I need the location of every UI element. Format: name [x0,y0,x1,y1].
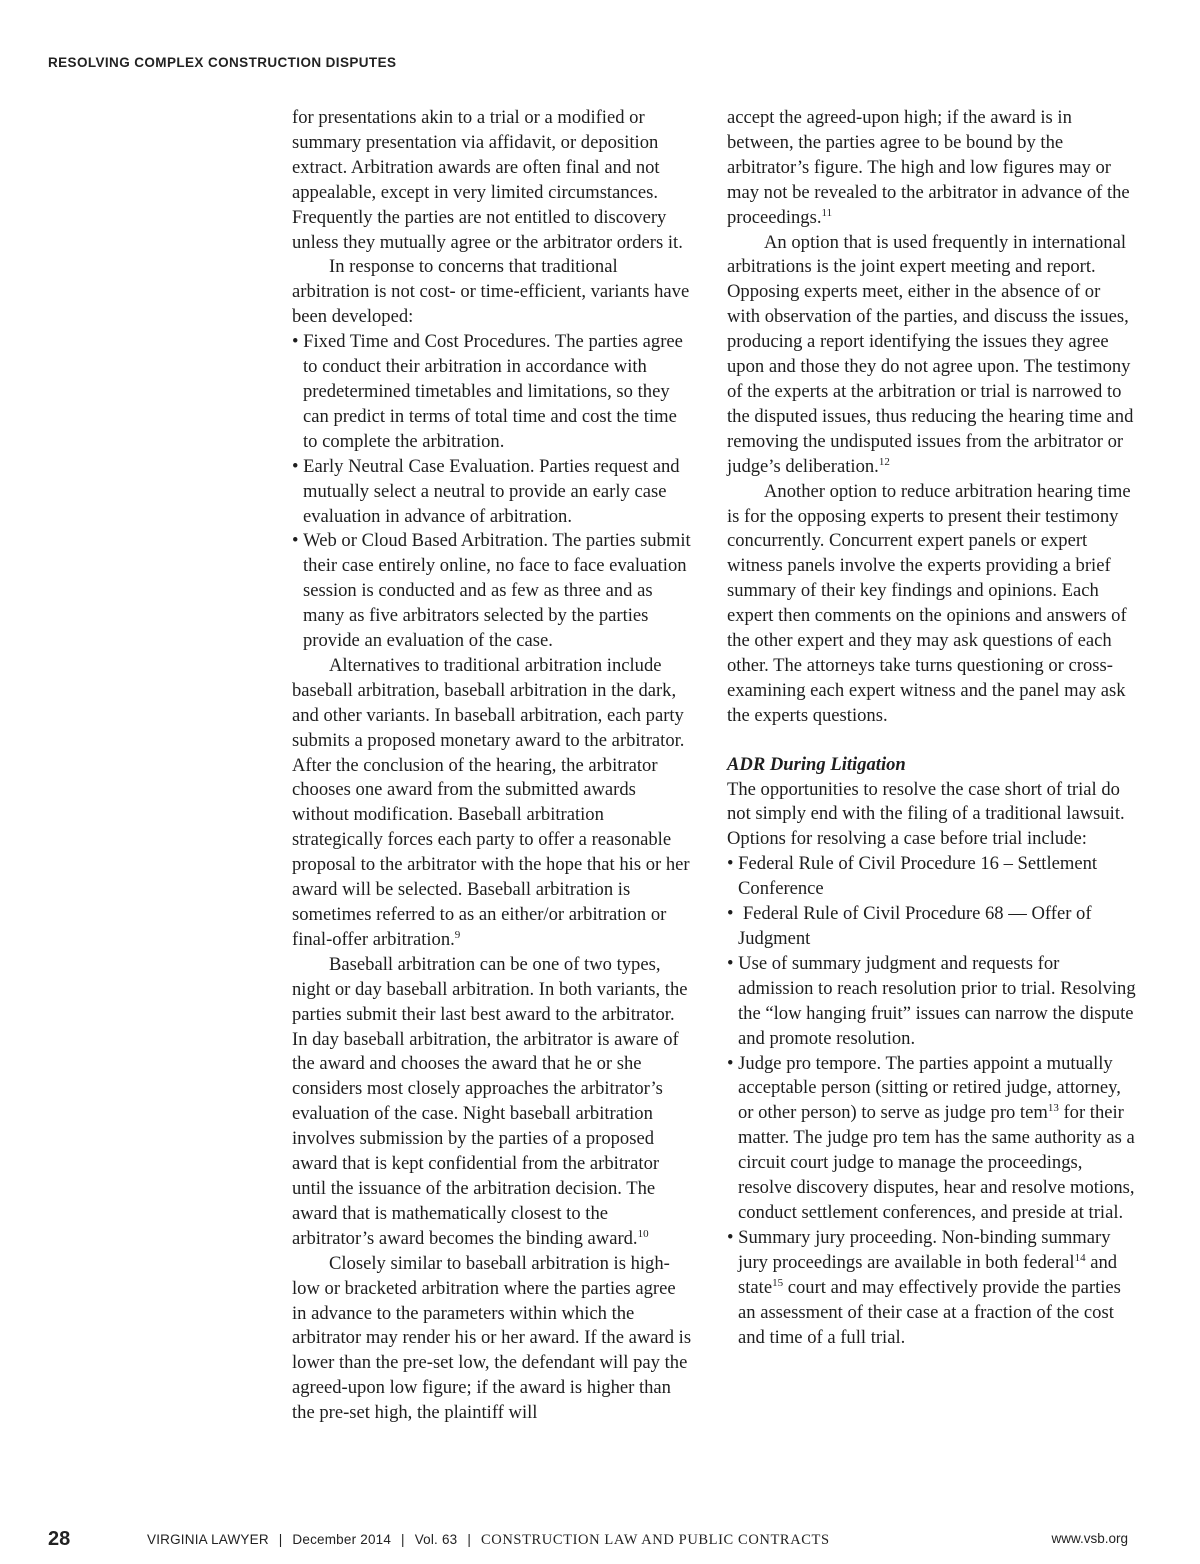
list-item: • Federal Rule of Civil Procedure 16 – Settlement Conference [727,852,1137,902]
body-paragraph: Alternatives to traditional arbitration include baseball arbitration, baseball arbitration in the dark, and other variants. In baseball arbitration, each party submits a proposed monetary award to the arbitrator. After the conclusion of the hearing, the arbitrator chooses one award from the submitted awards without modification. Baseball arbitration strategically forces each party to offer a reasonable proposal to the arbitrator with the hope that his or her award will be selected. Baseball arbitration is sometimes referred to as an either/or arbitration or final-offer arbitration.$^9$ [292,654,690,950]
footnote-ref: 12 [878,455,890,468]
list-item: • Judge pro tempore. The parties appoint a mutually acceptable person (sitting or retired judge, attorney, or other person) to serve as judge pro tem$^{13}$ for their matter. The judge pro tem has the same authority as a circuit court judge to manage the proceedings, resolve discovery disputes, hear and resolve motions, conduct settlement conferences, and preside at trial. [727,1052,1137,1226]
publication-masthead [147,1532,830,1549]
separator: | [401,1532,405,1547]
left-column [292,106,692,1426]
footnote-ref: 13 [1047,1102,1059,1115]
body-paragraph: The opportunities to resolve the case short of trial do not simply end with the filing of a traditional lawsuit. Options for resolving a case before trial include: [727,778,1125,850]
volume: Vol. 63 [414,1532,458,1547]
section-name: CONSTRUCTION LAW AND PUBLIC CONTRACTS [481,1532,830,1548]
body-paragraph: Baseball arbitration can be one of two types, night or day baseball arbitration. In both variants, the parties submit their last best award to the arbitrator. In day baseball arbitration, the arbitrator is aware of the award and chooses the award that he or she considers most closely approaches the arbitrator’s evaluation of the case. Night baseball arbitration involves submission by the parties of a proposed award that is kept confidential from the arbitrator until the issuance of the arbitration decision. The award that is mathematically closest to the arbitrator’s award becomes the binding award.$^{10}$ [292,953,688,1249]
publication-name: VIRGINIA LAWYER [147,1532,269,1547]
body-paragraph: accept the agreed-upon high; if the award is in between, the parties agree to be bound by the arbitrator’s figure. The high and low figures may or may not be revealed to the arbitrator in advance of the proceedings.$^{11}$ [727,107,1130,228]
list-item: • Fixed Time and Cost Procedures. The parties agree to conduct their arbitration in accordance with predetermined timetables and limitations, so they can predict in terms of total time and cost the time to complete the arbitration. [292,330,692,455]
list-item: • Early Neutral Case Evaluation. Parties request and mutually select a neutral to provide an early case evaluation in advance of arbitration. [292,455,692,530]
running-head: RESOLVING COMPLEX CONSTRUCTION DISPUTES [48,55,397,70]
section-heading: ADR During Litigation [727,753,906,775]
footnote-ref: 15 [772,1276,784,1289]
body-paragraph: Closely similar to baseball arbitration is high-low or bracketed arbitration where the parties agree in advance to the parameters within which the arbitrator may render his or her award. If the award is lower than the pre-set low, the defendant will pay the agreed-upon low figure; if the award is higher than the pre-set high, the plaintiff will [292,1252,692,1424]
issue-date: December 2014 [292,1532,392,1547]
footnote-ref: 14 [1074,1251,1086,1264]
footnote-ref: 10 [637,1227,649,1240]
variants-list [292,330,692,654]
list-item: • Summary jury proceeding. Non-binding summary jury proceedings are available in both federal$^{14}$ and state$^{15}$ court and may effectively provide the parties an assessment of their case at a fraction of the cost and time of a full trial. [727,1226,1137,1351]
website-url: www.vsb.org [1051,1531,1128,1546]
options-list [727,852,1137,1350]
body-paragraph: Another option to reduce arbitration hearing time is for the opposing experts to present their testimony concurrently. Concurrent expert panels or expert witness panels involve the experts providing a brief summary of their key findings and opinions. Each expert then comments on the opinions and answers of the other expert and they may ask questions of each other. The attorneys take turns questioning or cross-examining each expert witness and the panel may ask the experts questions. [727,480,1131,726]
footnote-ref: 9 [454,928,461,941]
body-paragraph: for presentations akin to a trial or a modified or summary presentation via affidavit, or deposition extract. Arbitration awards are often final and not appealable, except in very limited circumstances. Frequently the parties are not entitled to discovery unless they mutually agree or the arbitrator orders it. [292,107,683,253]
separator: | [467,1532,472,1547]
right-column [727,106,1137,1350]
body-paragraph: In response to concerns that traditional arbitration is not cost- or time-efficient, variants have been developed: [292,256,690,328]
separator: | [278,1532,283,1547]
page-footer [48,1528,1128,1552]
list-item: • Federal Rule of Civil Procedure 68 — Offer of Judgment [727,902,1137,952]
list-item: • Use of summary judgment and requests for admission to reach resolution prior to trial. Resolving the “low hanging fruit” issues can narrow the dispute and promote resolution. [727,952,1137,1052]
list-item: • Web or Cloud Based Arbitration. The parties submit their case entirely online, no face to face evaluation session is conducted and as few as three and as many as five arbitrators selected by the parties provide an evaluation of the case. [292,529,692,654]
footnote-ref: 11 [821,206,833,219]
page-number: 28 [48,1528,71,1550]
body-paragraph: An option that is used frequently in international arbitrations is the joint expert meeting and report. Opposing experts meet, either in the absence of or with observation of the parties, and discuss the issues, producing a report identifying the issues they agree upon and those they do not agree upon. The testimony of the experts at the arbitration or trial is narrowed to the disputed issues, thus reducing the hearing time and removing the undisputed issues from the arbitrator or judge’s deliberation.$^{12}$ [727,231,1134,477]
